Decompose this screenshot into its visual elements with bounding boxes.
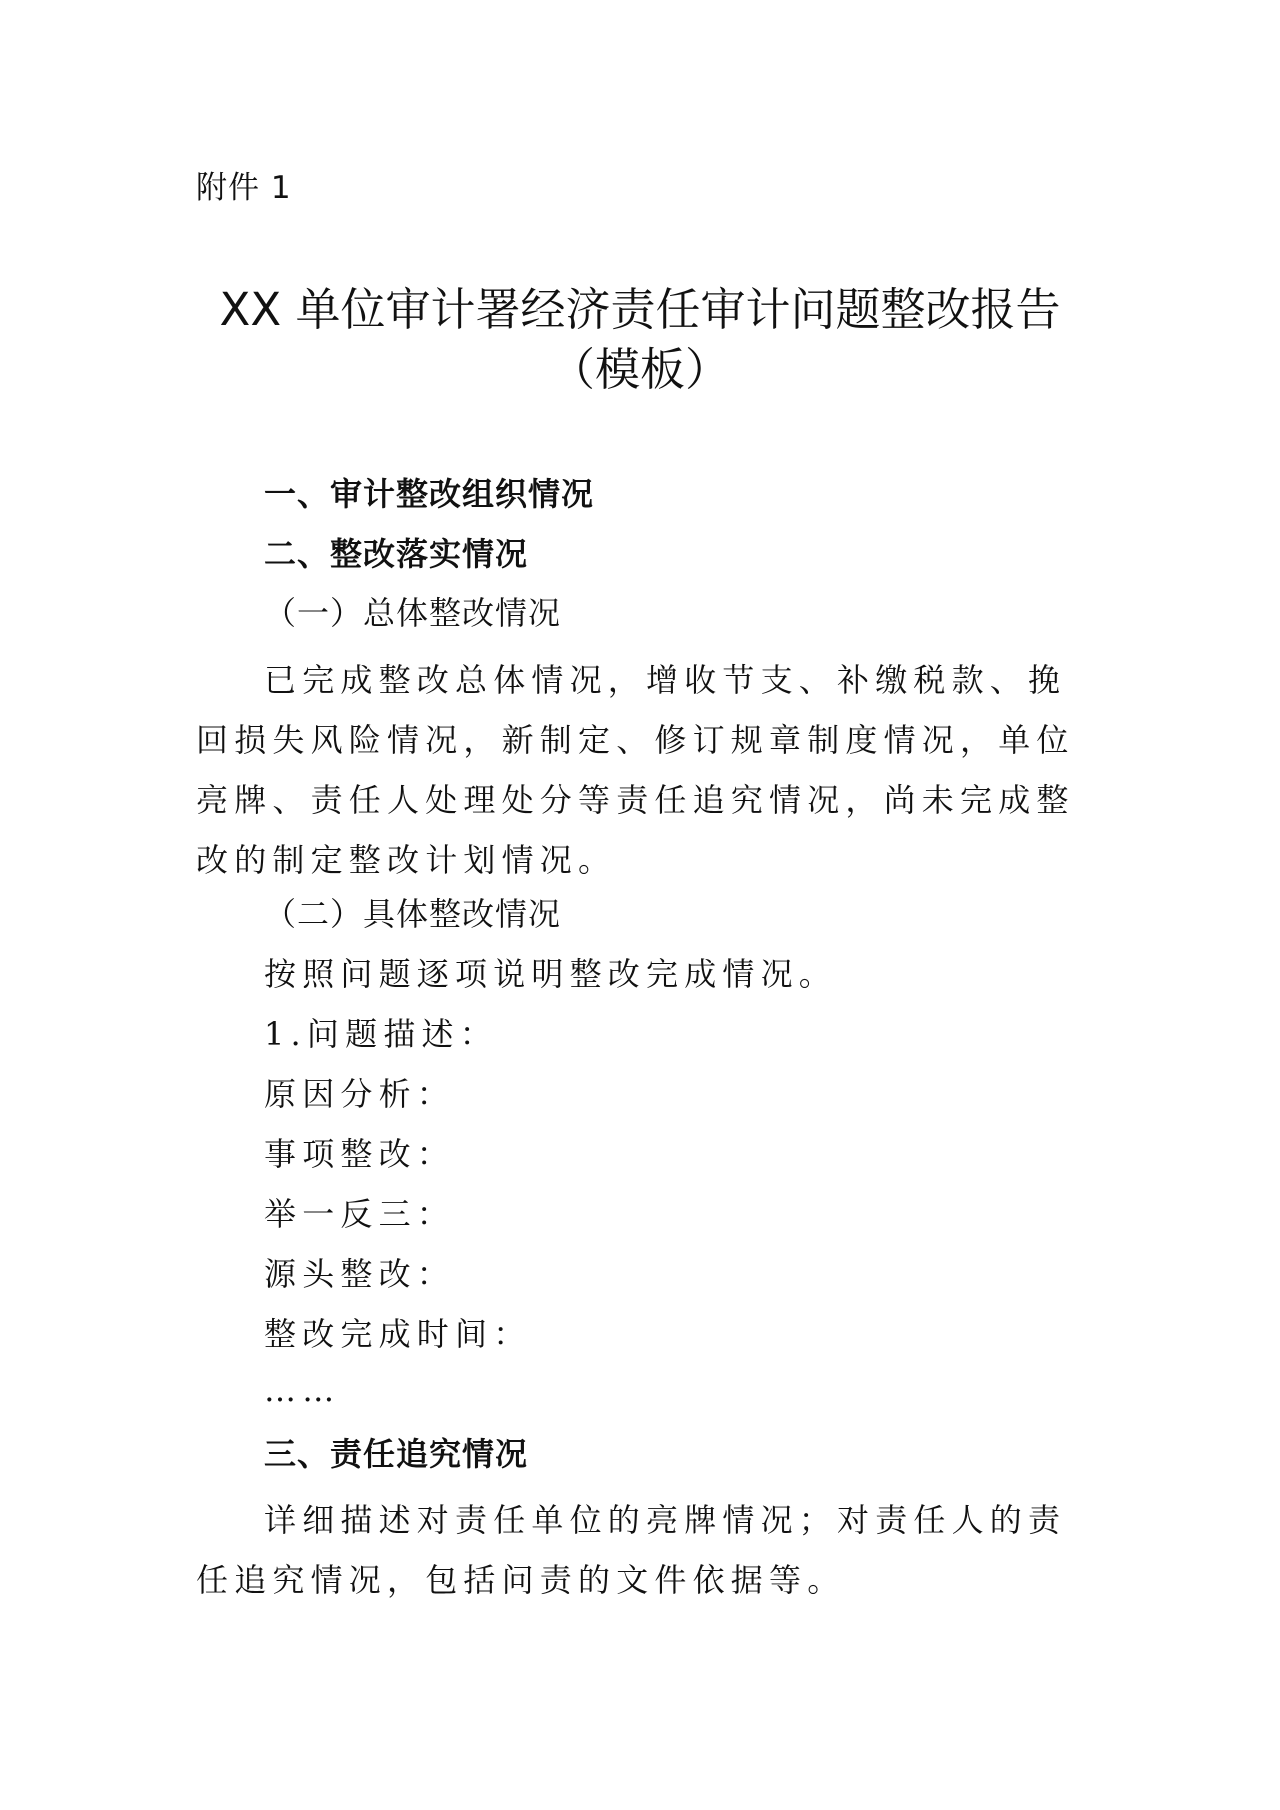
item-cause-analysis: 原因分析： bbox=[264, 1075, 456, 1113]
attachment-label: 附件 1 bbox=[196, 170, 292, 206]
item-draw-inferences: 举一反三： bbox=[264, 1195, 456, 1233]
item-ellipsis: …… bbox=[264, 1371, 341, 1409]
section-2-sub-2-intro: 按照问题逐项说明整改完成情况。 bbox=[264, 955, 838, 993]
section-3-body: 详细描述对责任单位的亮牌情况；对责任人的责任追究情况，包括问责的文件依据等。 bbox=[196, 1501, 1067, 1599]
document-title: XX 单位审计署经济责任审计问题整改报告 bbox=[219, 283, 1061, 336]
document-title-suffix: （模板） bbox=[549, 343, 730, 396]
item-problem-description: 1.问题描述： bbox=[264, 1015, 498, 1053]
section-3-heading: 三、责任追究情况 bbox=[264, 1435, 529, 1473]
item-source-rectification: 源头整改： bbox=[264, 1255, 456, 1293]
item-completion-time: 整改完成时间： bbox=[264, 1315, 532, 1353]
item-matter-rectification: 事项整改： bbox=[264, 1135, 456, 1173]
section-2-sub-1-heading: （一）总体整改情况 bbox=[264, 594, 562, 632]
section-2-sub-1-body: 已完成整改总体情况，增收节支、补缴税款、挽回损失风险情况，新制定、修订规章制度情况，单位亮牌、责任人处理处分等责任追究情况，尚未完成整改的制定整改计划情况。 bbox=[196, 661, 1075, 879]
section-2-heading: 二、整改落实情况 bbox=[264, 535, 529, 573]
section-2-sub-2-heading: （二）具体整改情况 bbox=[264, 895, 562, 933]
section-1-heading: 一、审计整改组织情况 bbox=[264, 475, 595, 513]
